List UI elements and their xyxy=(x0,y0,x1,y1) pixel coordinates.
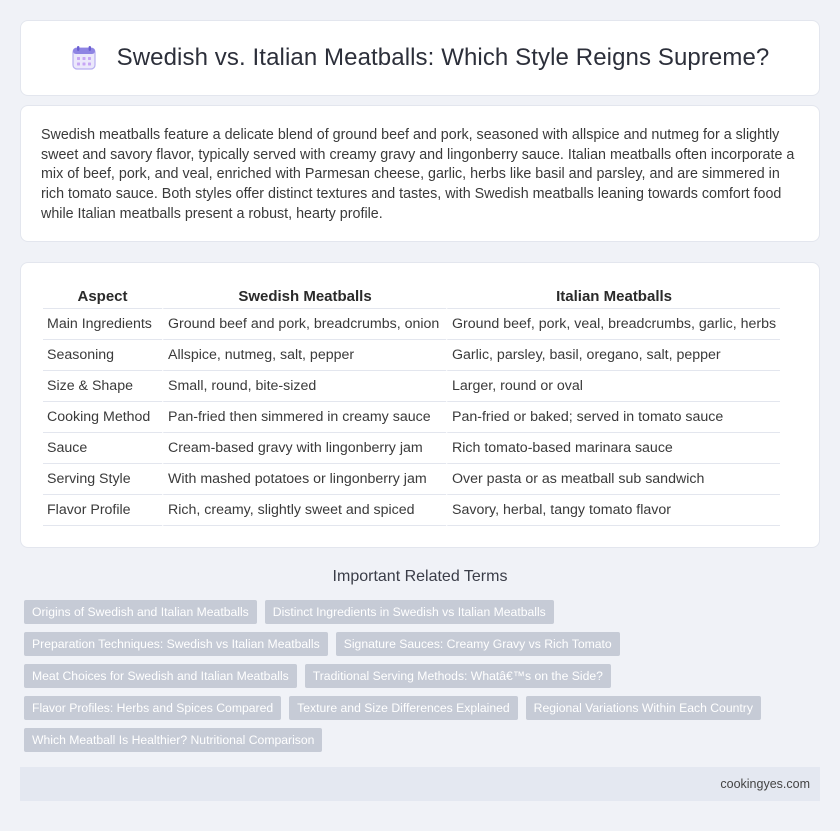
row-aspect: Cooking Method xyxy=(43,402,162,433)
row-swedish: Small, round, bite-sized xyxy=(162,371,446,402)
row-swedish: Allspice, nutmeg, salt, pepper xyxy=(162,340,446,371)
header-italian: Italian Meatballs xyxy=(446,285,780,309)
table-row xyxy=(43,464,780,495)
row-italian: Rich tomato-based marinara sauce xyxy=(446,433,780,464)
summary-text: Swedish meatballs feature a delicate blend of ground beef and pork, seasoned with allspice and nutmeg for a slightly sweet and savory flavor, typically served with creamy gravy and lingonberry sauce. Italian meatballs often incorporate a mix of beef, pork, and veal, enriched with Parmesan cheese, garlic, herbs like basil and parsley, and are simmered in rich tomato sauce. Both styles offer distinct textures and tastes, with Swedish meatballs leaning towards comfort food while Italian meatballs present a robust, hearty profile. xyxy=(41,127,795,222)
row-italian: Larger, round or oval xyxy=(446,371,780,402)
table-header-row xyxy=(43,285,780,309)
related-term-tag[interactable]: Texture and Size Differences Explained xyxy=(289,696,518,720)
summary-card xyxy=(20,105,820,242)
calendar-icon xyxy=(71,45,97,71)
comparison-card xyxy=(20,262,820,548)
row-aspect: Serving Style xyxy=(43,464,162,495)
related-term-tag[interactable]: Which Meatball Is Healthier? Nutritional Comparison xyxy=(24,728,322,752)
row-swedish: Ground beef and pork, breadcrumbs, onion xyxy=(162,309,446,340)
related-term-tag[interactable]: Origins of Swedish and Italian Meatballs xyxy=(24,600,257,624)
page-title: Swedish vs. Italian Meatballs: Which Style Reigns Supreme? xyxy=(116,44,770,71)
row-italian: Garlic, parsley, basil, oregano, salt, pepper xyxy=(446,340,780,371)
row-swedish: With mashed potatoes or lingonberry jam xyxy=(162,464,446,495)
row-italian: Ground beef, pork, veal, breadcrumbs, garlic, herbs xyxy=(446,309,780,340)
header-swedish: Swedish Meatballs xyxy=(162,285,446,309)
table-row xyxy=(43,309,780,340)
header-aspect: Aspect xyxy=(43,285,162,309)
row-italian: Pan-fried or baked; served in tomato sauce xyxy=(446,402,780,433)
page-footer xyxy=(20,767,820,801)
related-terms-title: Important Related Terms xyxy=(332,568,508,585)
row-aspect: Size & Shape xyxy=(43,371,162,402)
related-terms-list xyxy=(24,600,814,760)
tag-row xyxy=(24,664,814,688)
tag-row xyxy=(24,600,814,624)
row-aspect: Seasoning xyxy=(43,340,162,371)
row-swedish: Rich, creamy, slightly sweet and spiced xyxy=(162,495,446,526)
related-term-tag[interactable]: Flavor Profiles: Herbs and Spices Compared xyxy=(24,696,281,720)
related-term-tag[interactable]: Distinct Ingredients in Swedish vs Italian Meatballs xyxy=(265,600,554,624)
tag-row xyxy=(24,632,814,656)
related-term-tag[interactable]: Signature Sauces: Creamy Gravy vs Rich Tomato xyxy=(336,632,620,656)
row-italian: Over pasta or as meatball sub sandwich xyxy=(446,464,780,495)
row-italian: Savory, herbal, tangy tomato flavor xyxy=(446,495,780,526)
tag-row xyxy=(24,696,814,720)
row-swedish: Pan-fried then simmered in creamy sauce xyxy=(162,402,446,433)
related-term-tag[interactable]: Traditional Serving Methods: Whatâ€™s on the Side? xyxy=(305,664,611,688)
related-term-tag[interactable]: Preparation Techniques: Swedish vs Italian Meatballs xyxy=(24,632,328,656)
page-header xyxy=(20,20,820,96)
row-aspect: Flavor Profile xyxy=(43,495,162,526)
related-term-tag[interactable]: Meat Choices for Swedish and Italian Meatballs xyxy=(24,664,297,688)
table-row xyxy=(43,495,780,526)
row-aspect: Main Ingredients xyxy=(43,309,162,340)
tag-row xyxy=(24,728,814,752)
table-row xyxy=(43,340,780,371)
table-row xyxy=(43,371,780,402)
table-row xyxy=(43,433,780,464)
comparison-table xyxy=(43,285,780,526)
footer-site-link[interactable]: cookingyes.com xyxy=(720,777,810,791)
related-term-tag[interactable]: Regional Variations Within Each Country xyxy=(526,696,761,720)
table-row xyxy=(43,402,780,433)
row-swedish: Cream-based gravy with lingonberry jam xyxy=(162,433,446,464)
row-aspect: Sauce xyxy=(43,433,162,464)
